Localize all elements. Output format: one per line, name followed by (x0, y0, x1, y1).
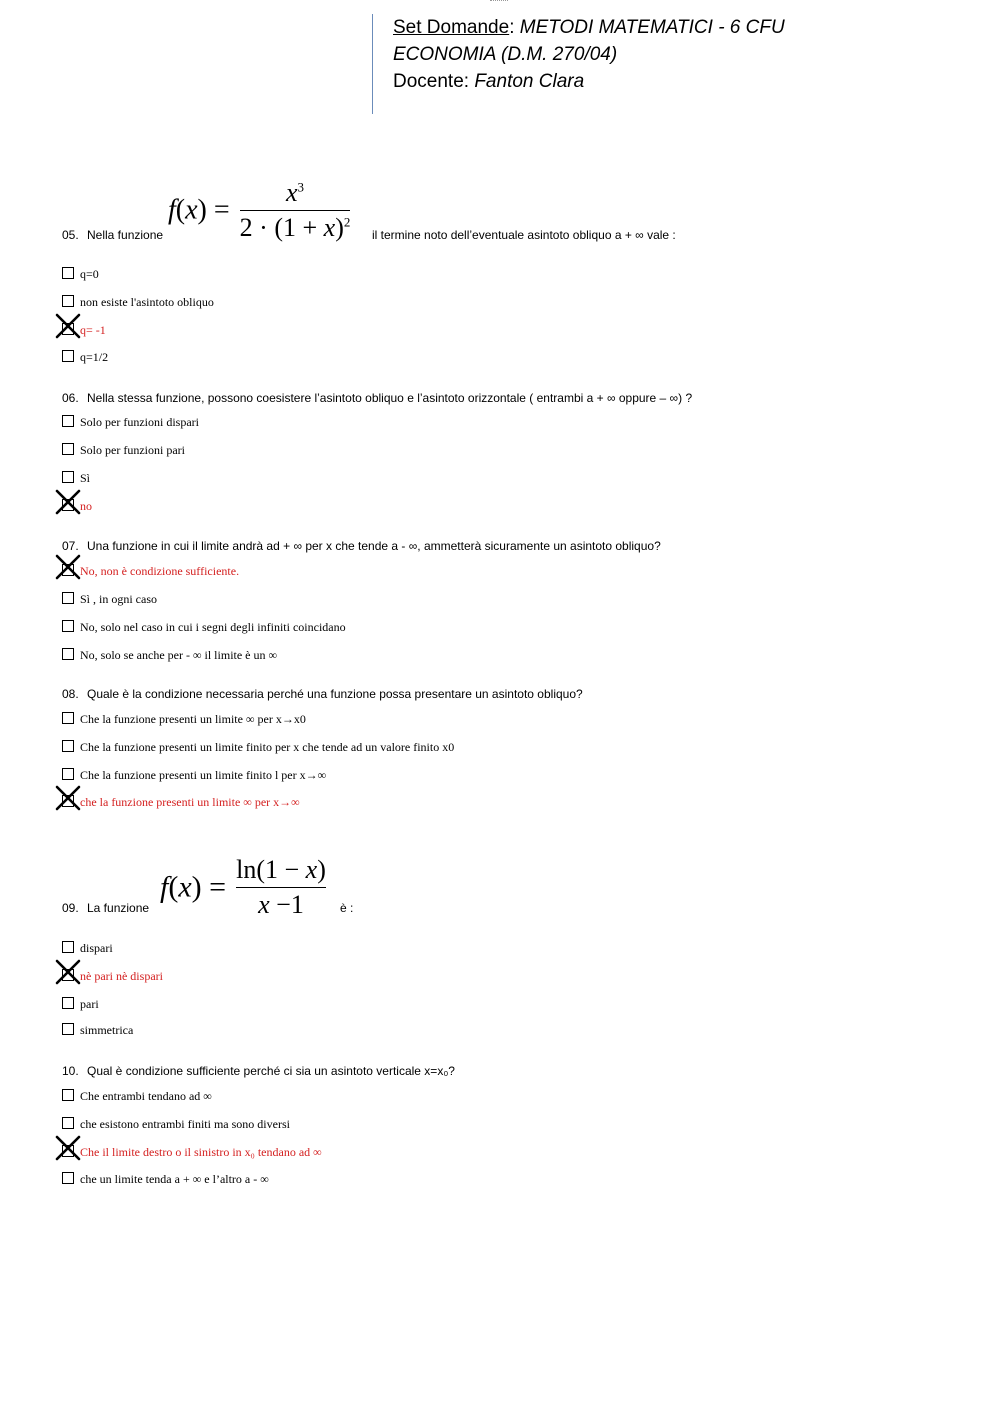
cross-mark-icon (55, 489, 81, 515)
document-header (372, 14, 785, 114)
answer-option-label: pari (80, 997, 99, 1011)
top-mark (490, 0, 508, 2)
answer-option-label: Sì (80, 471, 91, 485)
course-line-2: ECONOMIA (D.M. 270/04) (393, 44, 618, 65)
checkbox[interactable] (62, 997, 74, 1009)
checkbox[interactable] (62, 1089, 74, 1101)
cross-mark-icon (55, 554, 81, 580)
answer-option-label: Solo per funzioni dispari (80, 415, 199, 429)
answer-option-label: Che entrambi tendano ad ∞ (80, 1089, 212, 1103)
checkbox[interactable] (62, 415, 74, 427)
checkbox[interactable] (62, 350, 74, 362)
question-09-text-after: è : (340, 901, 354, 915)
checkbox[interactable] (62, 1023, 74, 1035)
cross-mark-icon (55, 785, 81, 811)
question-07: 07. Una funzione in cui il limite andrà ad + ∞ per x che tende a - ∞, ammetterà sicuramente un asintoto obliquo? (62, 539, 661, 553)
checkbox[interactable] (62, 1117, 74, 1129)
formula-q09: $f(x) = \frac{\ln(1 - x)}{x -1}$ (160, 855, 326, 919)
answer-option-label: non esiste l'asintoto obliquo (80, 295, 214, 309)
cross-mark-icon (55, 1135, 81, 1161)
set-label: Set Domande (393, 17, 510, 38)
checkbox[interactable] (62, 267, 74, 279)
checkbox[interactable] (62, 295, 74, 307)
answer-option-label: Solo per funzioni pari (80, 443, 185, 457)
checkbox[interactable] (62, 740, 74, 752)
answer-option-label: Sì , in ogni caso (80, 592, 157, 606)
answer-option-label: Che la funzione presenti un limite ∞ per x→x0 (80, 712, 306, 726)
checkbox[interactable] (62, 592, 74, 604)
question-06: 06. Nella stessa funzione, possono coesistere l’asintoto obliquo e l’asintoto orizzontale ( entrambi a + ∞ oppure – ∞) ? (62, 391, 693, 405)
answer-option-label: Che la funzione presenti un limite finito per x che tende ad un valore finito x0 (80, 740, 455, 754)
checkbox[interactable] (62, 768, 74, 780)
checkbox[interactable] (62, 620, 74, 632)
checkbox[interactable] (62, 471, 74, 483)
answer-option-label: dispari (80, 941, 113, 955)
answer-option-label: No, solo nel caso in cui i segni degli infiniti coincidano (80, 620, 346, 634)
question-05: 05. Nella funzione (62, 228, 164, 242)
formula-q05: $f(x) = \frac{x^3}{2 \cdot (1 + x)^2}$ (168, 178, 351, 242)
answer-option-label: che un limite tenda a + ∞ e l’altro a - ∞ (80, 1172, 269, 1186)
course-line: Set Domande: METODI MATEMATICI - 6 CFU (393, 17, 785, 38)
question-10: 10. Qual è condizione sufficiente perché ci sia un asintoto verticale x=x₀? (62, 1064, 455, 1078)
checkbox[interactable] (62, 648, 74, 660)
answer-option-label: nè pari nè dispari (80, 969, 163, 983)
answer-option-label: Che la funzione presenti un limite finito l per x→∞ (80, 768, 327, 782)
answer-option-label: che la funzione presenti un limite ∞ per x→∞ (80, 795, 300, 809)
question-08: 08. Quale è la condizione necessaria perché una funzione possa presentare un asintoto obliquo? (62, 687, 583, 701)
cross-mark-icon (55, 959, 81, 985)
answer-option-label: no (80, 499, 92, 513)
answer-option-label: Che il limite destro o il sinistro in x₀ tendano ad ∞ (80, 1145, 322, 1159)
checkbox[interactable] (62, 712, 74, 724)
answer-option-label: che esistono entrambi finiti ma sono diversi (80, 1117, 290, 1131)
cross-mark-icon (55, 313, 81, 339)
course-name: METODI MATEMATICI - 6 CFU (519, 17, 785, 38)
answer-option-label: q=0 (80, 267, 99, 281)
answer-option-label: No, non è condizione sufficiente. (80, 564, 240, 578)
answer-option-label: q= -1 (80, 323, 106, 337)
checkbox[interactable] (62, 941, 74, 953)
question-05-text-after: il termine noto dell’eventuale asintoto obliquo a + ∞ vale : (372, 228, 676, 242)
answer-option-label: No, solo se anche per - ∞ il limite è un ∞ (80, 648, 278, 662)
checkbox[interactable] (62, 1172, 74, 1184)
teacher-line: Docente: Fanton Clara (393, 71, 585, 92)
checkbox[interactable] (62, 443, 74, 455)
question-09: 09. La funzione (62, 901, 150, 915)
answer-option-label: simmetrica (80, 1023, 134, 1037)
answer-option-label: q=1/2 (80, 350, 109, 364)
teacher-name: Fanton Clara (474, 71, 585, 92)
